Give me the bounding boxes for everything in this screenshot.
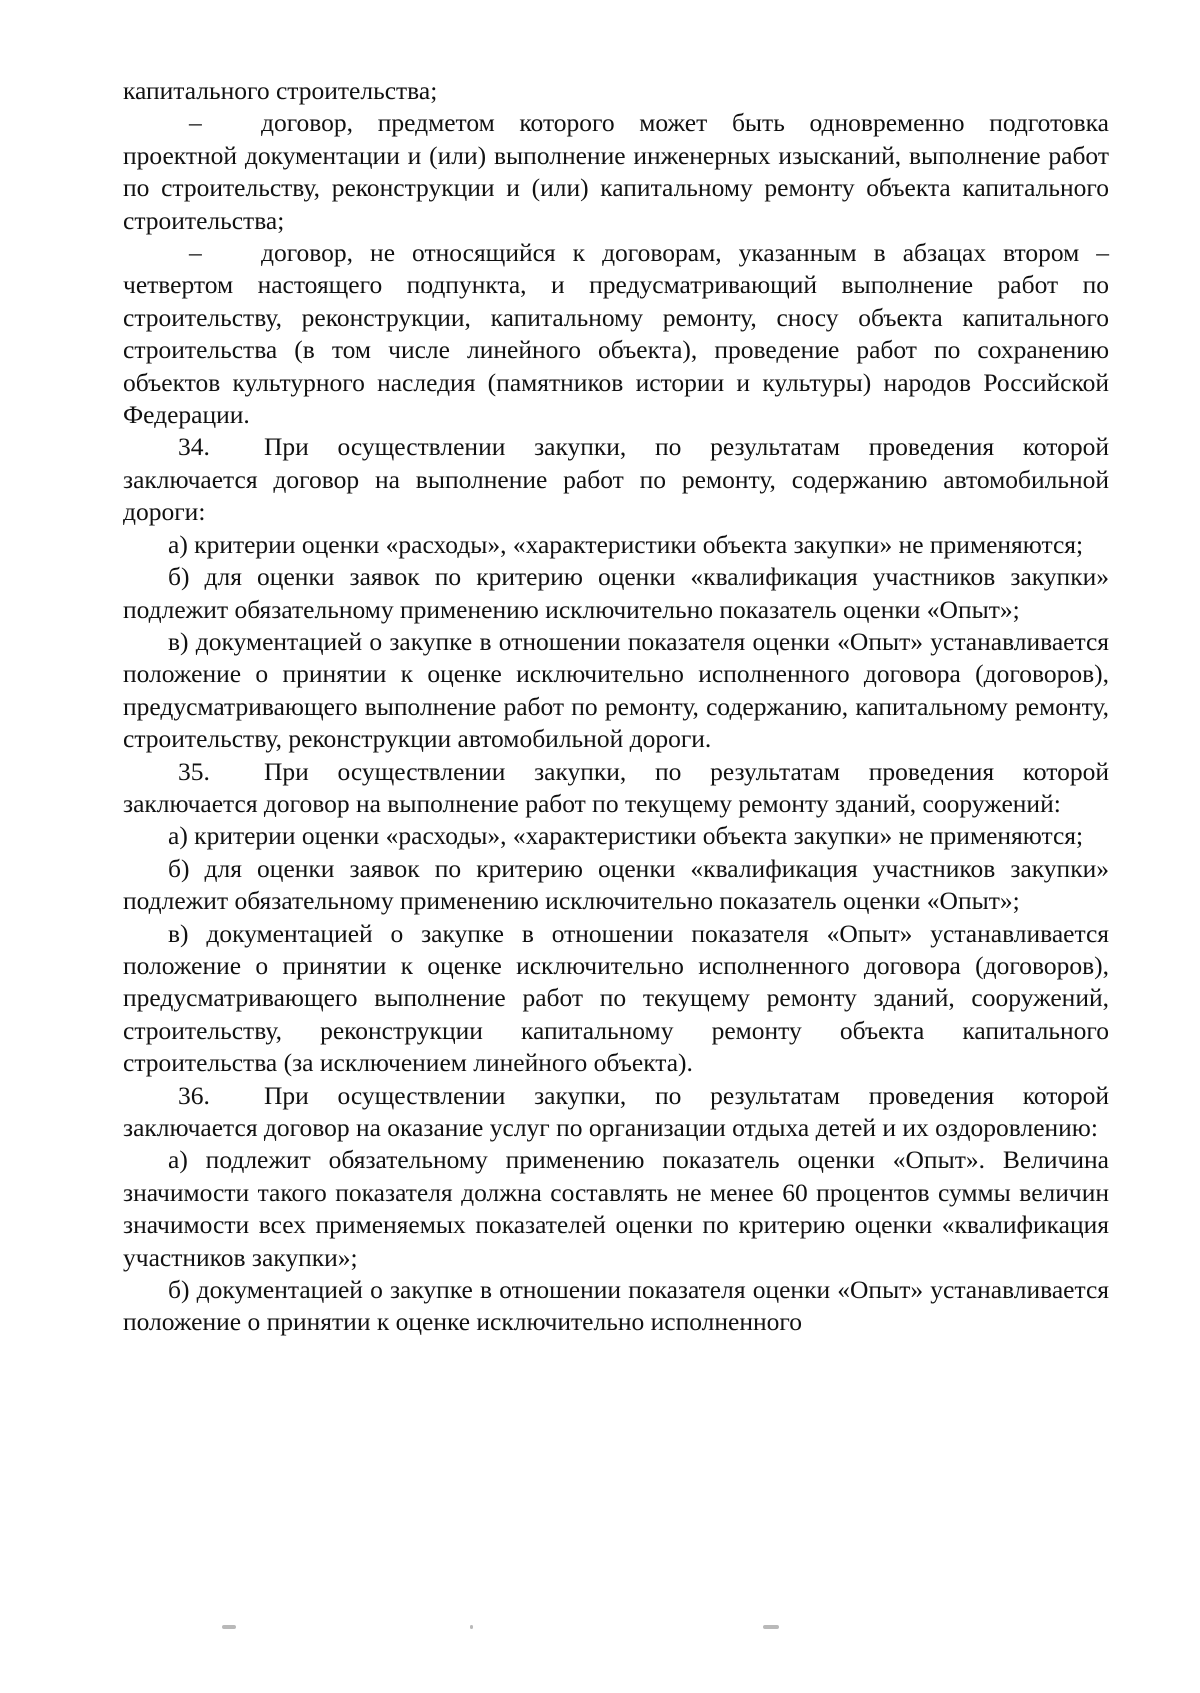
paragraph-continuation xyxy=(123,75,1109,107)
point-number: 35. xyxy=(178,756,210,786)
subpoint-a xyxy=(123,1144,1109,1274)
subpoint-a xyxy=(123,529,1109,561)
paragraph-text: При осуществлении закупки, по результатам проведения которой заключается договор на выполнение работ по ремонту, содержанию автомобильной дороги: xyxy=(123,432,1109,527)
scan-speck xyxy=(222,1625,236,1629)
list-item-dash xyxy=(123,237,1109,431)
point-34 xyxy=(123,431,1109,528)
list-item-dash xyxy=(123,107,1109,237)
point-35 xyxy=(123,756,1109,821)
paragraph-text: а) критерии оценки «расходы», «характеристики объекта закупки» не применяются; xyxy=(168,821,1084,851)
subpoint-b xyxy=(123,853,1109,918)
paragraph-text: б) документацией о закупке в отношении показателя оценки «Опыт» устанавливается положение о принятии к оценке исключительно исполненного xyxy=(123,1275,1109,1337)
paragraph-text: а) подлежит обязательному применению показатель оценки «Опыт». Величина значимости такого показателя должна составлять не менее 60 процентов суммы величин значимости всех применяемых показателей оценки по критерию оценки «квалификация участников закупки»; xyxy=(123,1145,1109,1272)
paragraph-text: а) критерии оценки «расходы», «характеристики объекта закупки» не применяются; xyxy=(168,529,1084,559)
subpoint-v xyxy=(123,918,1109,1080)
document-page xyxy=(123,75,1109,1339)
point-number: 36. xyxy=(178,1080,210,1110)
paragraph-text: б) для оценки заявок по критерию оценки «квалификация участников закупки» подлежит обязательному применению исключительно показатель оценки «Опыт»; xyxy=(123,562,1109,624)
paragraph-text: в) документацией о закупке в отношении показателя оценки «Опыт» устанавливается положение о принятии к оценке исключительно исполненного договора (договоров), предусматривающего выполнение работ по ремонту, содержанию, капитальному ремонту, строительству, реконструкции автомобильной дороги. xyxy=(123,626,1109,754)
subpoint-b xyxy=(123,561,1109,626)
paragraph-text: При осуществлении закупки, по результатам проведения которой заключается договор на выполнение работ по текущему ремонту зданий, сооружений: xyxy=(123,756,1109,818)
paragraph-text: договор, предметом которого может быть одновременно подготовка проектной документации и (или) выполнение инженерных изысканий, выполнение работ по строительству, реконструкции и (или) капитальному ремонту объекта капитального строительства; xyxy=(123,108,1109,235)
paragraph-text: в) документацией о закупке в отношении показателя «Опыт» устанавливается положение о принятии к оценке исключительно исполненного договора (договоров), предусматривающего выполнение работ по текущему ремонту зданий, сооружений, строительству, реконструкции капитальному ремонту объекта капитального строительства (за исключением линейного объекта). xyxy=(123,918,1109,1078)
subpoint-b xyxy=(123,1274,1109,1339)
dash-marker: – xyxy=(189,108,202,138)
scan-speck xyxy=(470,1625,473,1629)
point-number: 34. xyxy=(178,432,210,462)
scan-speck xyxy=(763,1625,779,1629)
subpoint-v xyxy=(123,626,1109,756)
point-36 xyxy=(123,1080,1109,1145)
paragraph-text: договор, не относящийся к договорам, указанным в абзацах втором – четвертом настоящего подпункта, и предусматривающий выполнение работ по строительству, реконструкции, капитальному ремонту, сносу объекта капитального строительства (в том числе линейного объекта), проведение работ по сохранению объектов культурного наследия (памятников истории и культуры) народов Российской Федерации. xyxy=(123,238,1109,430)
paragraph-text: При осуществлении закупки, по результатам проведения которой заключается договор на оказание услуг по организации отдыха детей и их оздоровлению: xyxy=(123,1080,1109,1142)
paragraph-text: б) для оценки заявок по критерию оценки «квалификация участников закупки» подлежит обязательному применению исключительно показатель оценки «Опыт»; xyxy=(123,853,1109,916)
subpoint-a xyxy=(123,820,1109,852)
dash-marker: – xyxy=(189,238,202,268)
paragraph-text: капитального строительства; xyxy=(123,76,438,105)
